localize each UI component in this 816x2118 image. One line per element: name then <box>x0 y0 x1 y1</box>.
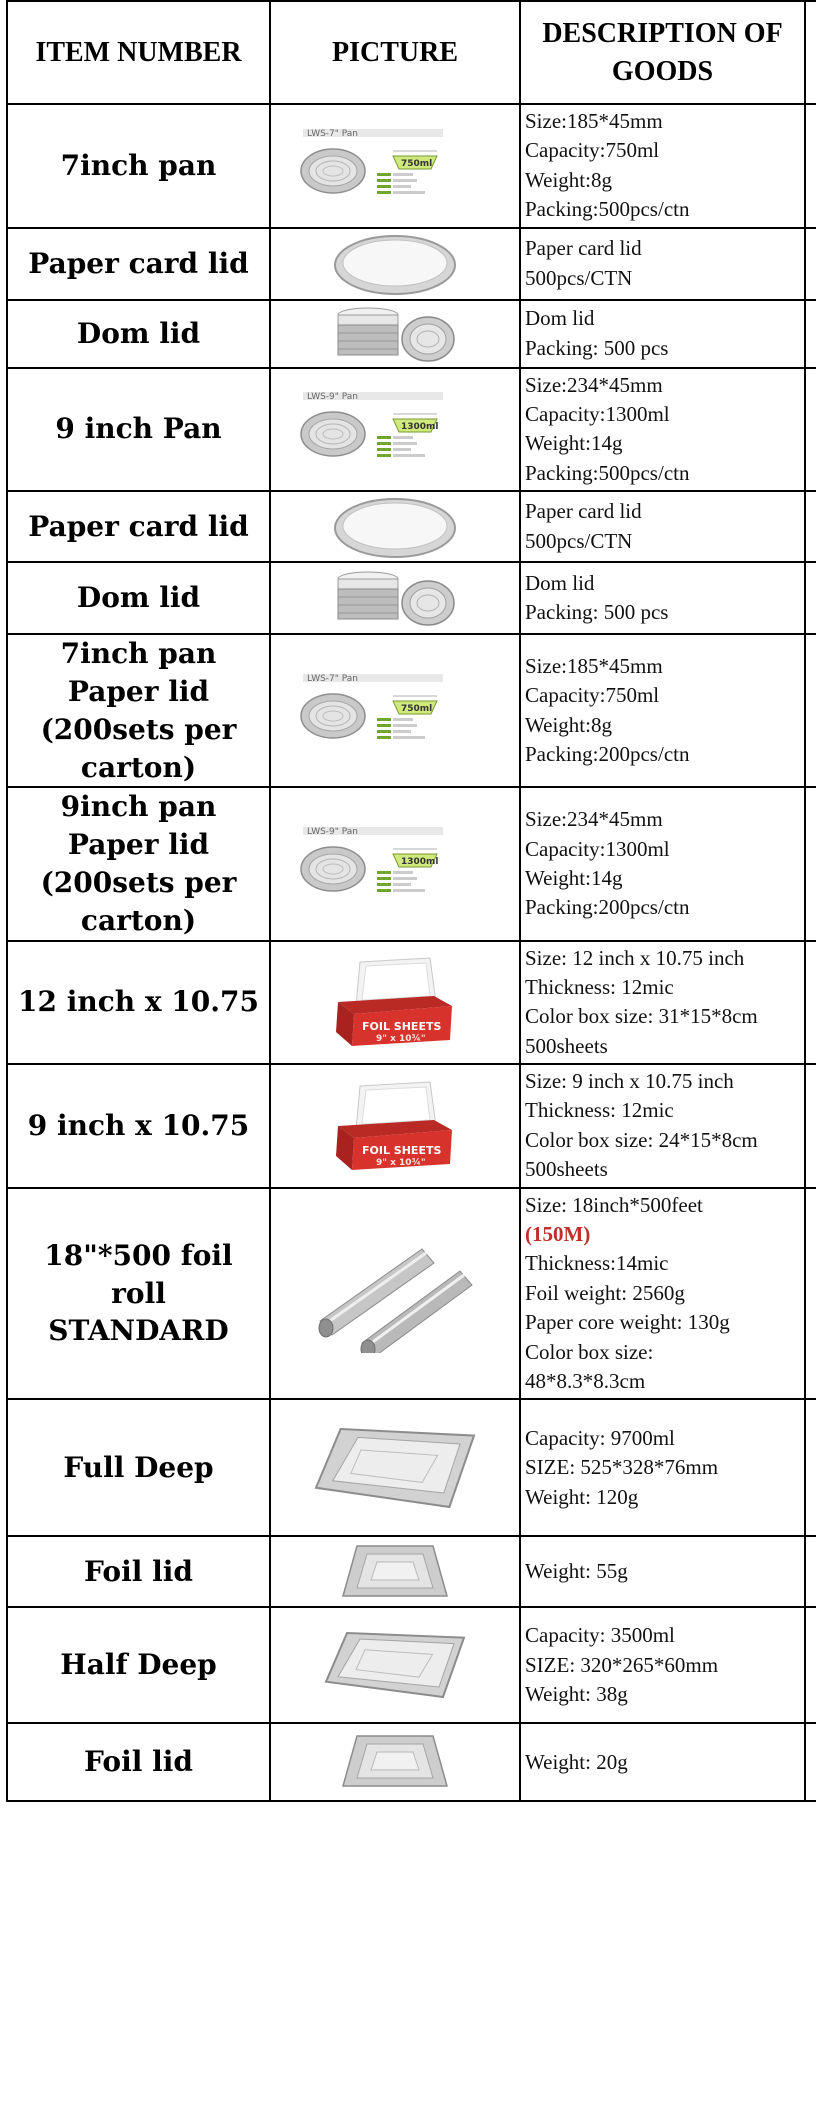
foil-box-size: 9" x 10¾" <box>376 1034 426 1045</box>
description-line: Packing: 500 pcs <box>525 600 669 625</box>
header-picture: PICTURE <box>270 1 520 104</box>
description-line: Weight: 20g <box>525 1749 628 1774</box>
pan-tag-text: LWS-9" Pan <box>307 826 359 837</box>
description-line: SIZE: 320*265*60mm <box>525 1652 719 1677</box>
blank-cell <box>805 1399 816 1536</box>
blank-cell <box>805 300 816 368</box>
blank-cell <box>805 1536 816 1607</box>
description-line: Paper card lid <box>525 236 642 261</box>
pan-capacity-badge: 750ml <box>401 158 433 169</box>
item-name-line: 18"*500 foil roll <box>44 1238 233 1310</box>
pan-tag-text: LWS-7" Pan <box>307 673 359 684</box>
description-line: Foil weight: 2560g <box>525 1280 685 1305</box>
item-name-line: 7inch pan <box>60 637 217 671</box>
paper-lid-image <box>330 494 460 560</box>
foil-box-label: FOIL SHEETS <box>362 1020 442 1034</box>
foil-sheets-box-image <box>330 956 460 1048</box>
description-line: Size:185*45mm <box>525 653 663 678</box>
description-line: Thickness:14mic <box>525 1251 669 1276</box>
item-number-cell <box>7 634 270 787</box>
description-cell <box>520 300 805 368</box>
description-line: Packing:200pcs/ctn <box>525 742 690 767</box>
description-line: Size: 12 inch x 10.75 inch <box>525 945 745 970</box>
foil-roll-image <box>310 1233 480 1353</box>
item-number-cell <box>7 1064 270 1188</box>
table-row <box>7 491 816 562</box>
description-line: Dom lid <box>525 306 595 331</box>
picture-cell <box>270 300 520 368</box>
description-line: Weight: 120g <box>525 1484 639 1509</box>
description-line: Dom lid <box>525 570 595 595</box>
item-number-cell <box>7 104 270 228</box>
round-pan-spec-image <box>295 127 495 205</box>
foil-lid-image <box>339 1732 451 1792</box>
picture-cell <box>270 1399 520 1536</box>
description-line: (150M) <box>525 1222 591 1247</box>
description-line: Packing:500pcs/ctn <box>525 197 690 222</box>
description-line: Size:185*45mm <box>525 109 663 133</box>
item-number-cell <box>7 1399 270 1536</box>
table-row <box>7 1064 816 1188</box>
description-line: SIZE: 525*328*76mm <box>525 1455 719 1480</box>
description-line: Packing: 500 pcs <box>525 335 669 360</box>
item-name-line: 9 inch Pan <box>55 412 222 446</box>
item-name-line: Paper card lid <box>28 246 249 280</box>
description-cell <box>520 1064 805 1188</box>
picture-cell <box>270 104 520 228</box>
dome-lid-image <box>330 565 460 631</box>
description-cell <box>520 941 805 1065</box>
table-row <box>7 562 816 634</box>
item-name-line: Paper lid <box>67 674 210 708</box>
table-row <box>7 300 816 368</box>
description-line: 500pcs/CTN <box>525 528 633 553</box>
picture-cell <box>270 562 520 634</box>
picture-cell <box>270 491 520 562</box>
description-cell <box>520 787 805 940</box>
description-line: Weight: 38g <box>525 1682 628 1707</box>
description-line: Color box size: 31*15*8cm <box>525 1004 758 1029</box>
description-line: Capacity:750ml <box>525 683 660 708</box>
picture-cell <box>270 634 520 787</box>
description-line: 500sheets <box>525 1033 608 1058</box>
description-line: Weight:8g <box>525 167 612 192</box>
pan-capacity-badge: 750ml <box>401 703 433 714</box>
table-row <box>7 941 816 1065</box>
table-row <box>7 368 816 492</box>
header-description-line1: DESCRIPTION OF <box>542 17 783 49</box>
table-row <box>7 1607 816 1723</box>
blank-cell <box>805 1064 816 1188</box>
blank-cell <box>805 787 816 940</box>
description-line: Size:234*45mm <box>525 807 663 832</box>
header-description <box>520 1 805 104</box>
blank-cell <box>805 1607 816 1723</box>
pan-capacity-badge: 1300ml <box>401 856 439 867</box>
blank-cell <box>805 1723 816 1801</box>
item-name-line: Dom lid <box>76 316 201 350</box>
item-number-cell <box>7 300 270 368</box>
description-line: 48*8.3*8.3cm <box>525 1368 646 1393</box>
description-cell <box>520 634 805 787</box>
item-name-line: (200sets per <box>40 865 237 899</box>
description-line: Size:234*45mm <box>525 372 663 397</box>
description-cell <box>520 1723 805 1801</box>
picture-cell <box>270 787 520 940</box>
foil-box-size: 9" x 10¾" <box>376 1157 426 1168</box>
picture-cell <box>270 1188 520 1400</box>
picture-cell <box>270 1723 520 1801</box>
table-row <box>7 1723 816 1801</box>
picture-cell <box>270 228 520 300</box>
item-number-cell <box>7 562 270 634</box>
blank-cell <box>805 228 816 300</box>
round-pan-spec-image <box>295 390 495 468</box>
item-number-cell <box>7 1723 270 1801</box>
item-name-line: (200sets per <box>40 712 237 746</box>
product-table <box>6 0 816 1802</box>
round-pan-spec-image <box>295 672 495 750</box>
description-cell <box>520 368 805 492</box>
pan-tag-text: LWS-9" Pan <box>307 392 359 403</box>
description-line: Capacity:750ml <box>525 138 660 163</box>
description-line: Size: 9 inch x 10.75 inch <box>525 1069 734 1094</box>
description-cell <box>520 104 805 228</box>
blank-cell <box>805 634 816 787</box>
description-line: Capacity: 3500ml <box>525 1623 675 1648</box>
item-name-line: Dom lid <box>76 581 201 615</box>
item-number-cell <box>7 941 270 1065</box>
item-name-line: carton) <box>80 750 197 784</box>
table-row <box>7 1188 816 1400</box>
half-deep-pan-image <box>320 1627 470 1703</box>
pan-tag-text: LWS-7" Pan <box>307 128 359 139</box>
item-name-line: Foil lid <box>84 1745 193 1779</box>
description-line: Capacity: 9700ml <box>525 1425 675 1450</box>
description-line: Weight:14g <box>525 431 623 456</box>
blank-cell <box>805 941 816 1065</box>
description-cell <box>520 1607 805 1723</box>
description-line: 500pcs/CTN <box>525 265 633 290</box>
table-row <box>7 1536 816 1607</box>
description-cell <box>520 562 805 634</box>
round-pan-spec-image <box>295 825 495 903</box>
description-line: Packing:200pcs/ctn <box>525 895 690 920</box>
description-cell <box>520 1536 805 1607</box>
item-name-line: 7inch pan <box>60 148 217 182</box>
blank-cell <box>805 491 816 562</box>
item-number-cell <box>7 228 270 300</box>
table-row <box>7 634 816 787</box>
description-cell <box>520 228 805 300</box>
description-line: Size: 18inch*500feet <box>525 1192 703 1217</box>
foil-box-label: FOIL SHEETS <box>362 1143 442 1157</box>
item-name-line: Paper lid <box>67 828 210 862</box>
description-line: Thickness: 12mic <box>525 974 674 999</box>
item-name-line: carton) <box>80 903 197 937</box>
description-line: Color box size: 24*15*8cm <box>525 1127 758 1152</box>
item-number-cell <box>7 1607 270 1723</box>
table-row <box>7 787 816 940</box>
item-name-line: 12 inch x 10.75 <box>18 985 259 1019</box>
picture-cell <box>270 368 520 492</box>
dome-lid-image <box>330 301 460 367</box>
description-line: Packing:500pcs/ctn <box>525 460 690 485</box>
description-line: 500sheets <box>525 1157 608 1182</box>
full-deep-pan-image <box>310 1423 480 1513</box>
header-description-line2: GOODS <box>611 55 714 87</box>
paper-lid-image <box>330 231 460 297</box>
picture-cell <box>270 1607 520 1723</box>
description-line: Capacity:1300ml <box>525 401 670 426</box>
header-row <box>7 1 816 104</box>
description-line: Capacity:1300ml <box>525 836 670 861</box>
picture-cell <box>270 941 520 1065</box>
blank-cell <box>805 1188 816 1400</box>
blank-cell <box>805 562 816 634</box>
picture-cell <box>270 1536 520 1607</box>
item-name-line: STANDARD <box>48 1314 229 1348</box>
description-line: Weight:8g <box>525 712 612 737</box>
pan-capacity-badge: 1300ml <box>401 422 439 433</box>
item-name-line: Paper card lid <box>28 509 249 543</box>
item-name-line: 9inch pan <box>60 790 217 824</box>
header-item-number: ITEM NUMBER <box>7 1 270 104</box>
table-row <box>7 228 816 300</box>
blank-cell <box>805 368 816 492</box>
description-line: Color box size: <box>525 1339 654 1364</box>
description-line: Weight: 55g <box>525 1559 628 1584</box>
item-number-cell <box>7 787 270 940</box>
description-cell <box>520 1399 805 1536</box>
item-number-cell <box>7 1188 270 1400</box>
description-line: Paper core weight: 130g <box>525 1310 730 1335</box>
item-number-cell <box>7 491 270 562</box>
item-number-cell <box>7 368 270 492</box>
description-line: Thickness: 12mic <box>525 1098 674 1123</box>
foil-sheets-box-image <box>330 1080 460 1172</box>
table-row <box>7 1399 816 1536</box>
item-name-line: Full Deep <box>63 1450 214 1484</box>
item-name-line: Foil lid <box>84 1554 193 1588</box>
foil-lid-image <box>339 1542 451 1602</box>
description-cell <box>520 1188 805 1400</box>
picture-cell <box>270 1064 520 1188</box>
description-cell <box>520 491 805 562</box>
item-name-line: 9 inch x 10.75 <box>27 1108 250 1142</box>
item-number-cell <box>7 1536 270 1607</box>
description-line: Weight:14g <box>525 865 623 890</box>
header-blank <box>805 1 816 104</box>
description-line: Paper card lid <box>525 499 642 524</box>
table-row <box>7 104 816 228</box>
blank-cell <box>805 104 816 228</box>
item-name-line: Half Deep <box>60 1648 217 1682</box>
